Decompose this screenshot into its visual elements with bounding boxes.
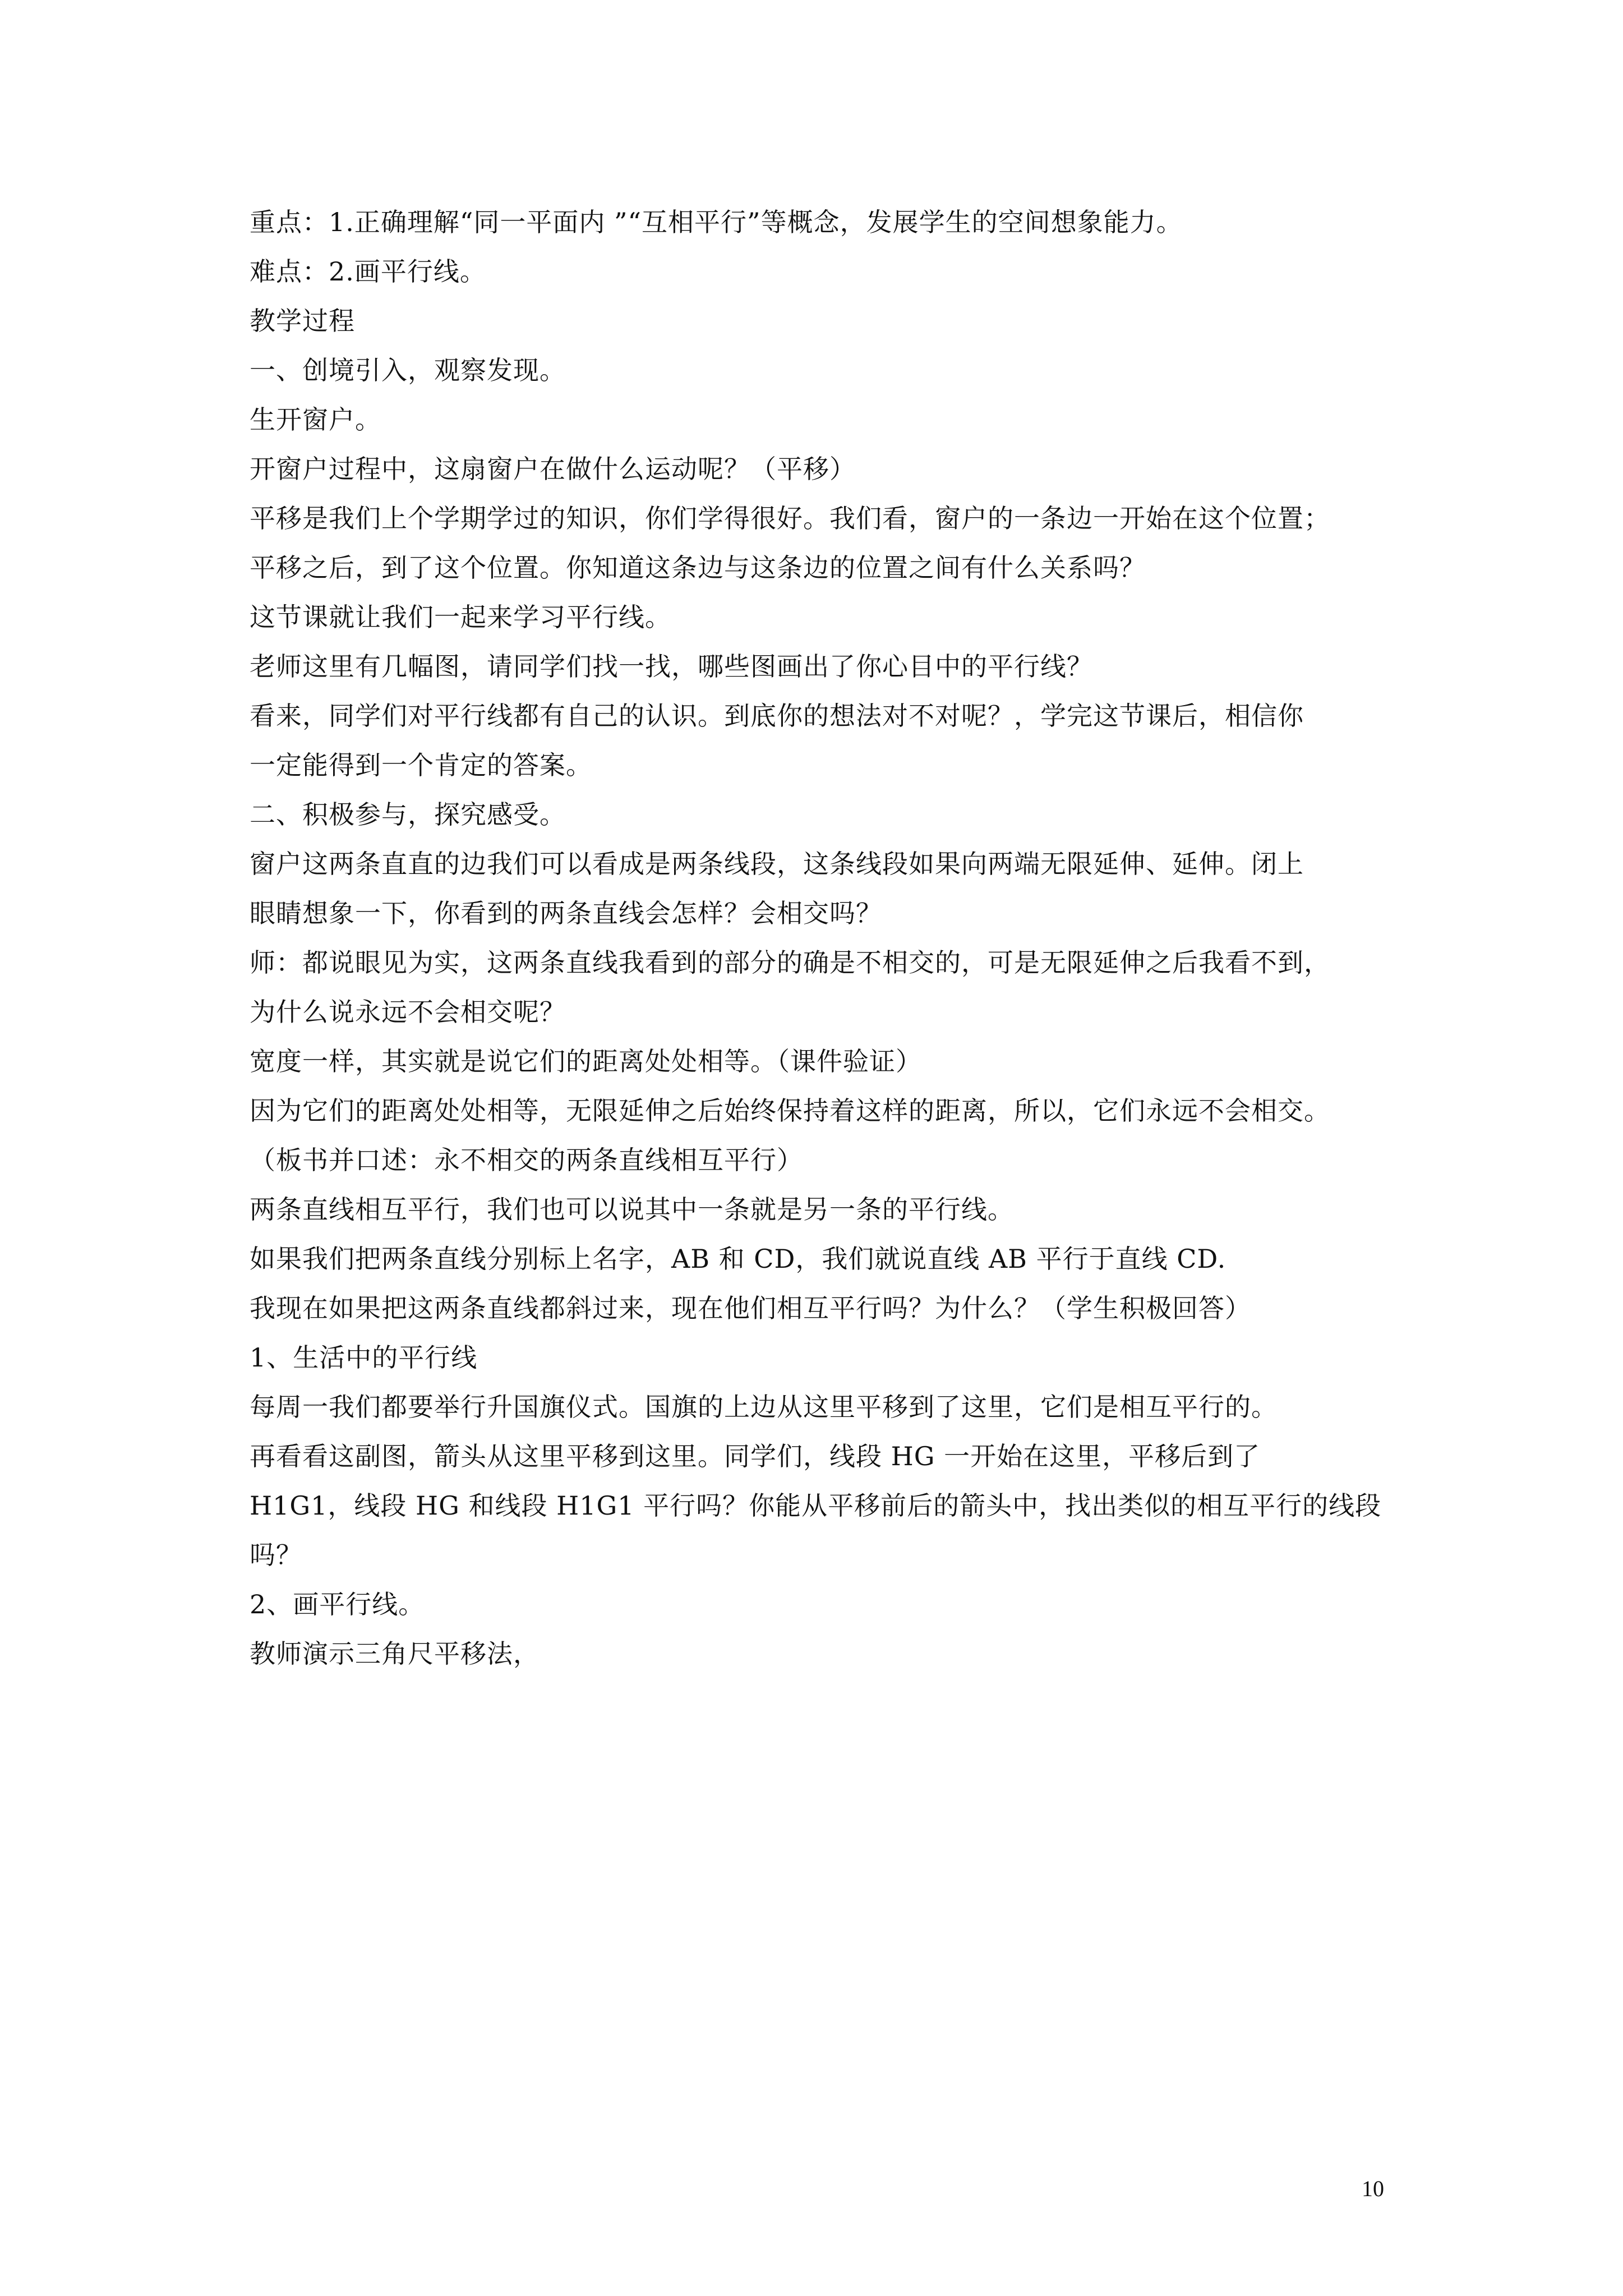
text-line: 为什么说永远不会相交呢？: [250, 997, 566, 1027]
text-line: 平移之后，到了这个位置。你知道这条边与这条边的位置之间有什么关系吗？: [250, 553, 1146, 583]
text-line: 平移是我们上个学期学过的知识，你们学得很好。我们看，窗户的一条边一开始在这个位置；: [250, 503, 1330, 533]
section-heading: 二、积极参与，探究感受。: [250, 799, 566, 830]
text-line: 师：都说眼见为实，这两条直线我看到的部分的确是不相交的，可是无限延伸之后我看不到，: [250, 947, 1330, 978]
text-line: 看来，同学们对平行线都有自己的认识。到底你的想法对不对呢？，学完这节课后，相信你: [250, 701, 1304, 731]
text-line: 教师演示三角尺平移法，: [250, 1639, 540, 1669]
text-line: 因为它们的距离处处相等，无限延伸之后始终保持着这样的距离，所以，它们永远不会相交。: [250, 1096, 1330, 1126]
text-line: 这节课就让我们一起来学习平行线。: [250, 602, 671, 632]
text-line: 重点：1.正确理解“同一平面内 ”“互相平行”等概念，发展学生的空间想象能力。: [250, 207, 1183, 237]
text-line: 吗？: [250, 1540, 302, 1570]
text-line: 如果我们把两条直线分别标上名字，AB 和 CD，我们就说直线 AB 平行于直线 CD.: [250, 1244, 1227, 1274]
text-line: （板书并口述：永不相交的两条直线相互平行）: [250, 1145, 803, 1175]
section-heading: 一、创境引入，观察发现。: [250, 355, 566, 385]
text-line: 一定能得到一个肯定的答案。: [250, 750, 592, 780]
text-line: 两条直线相互平行，我们也可以说其中一条就是另一条的平行线。: [250, 1194, 1014, 1225]
text-line: 开窗户过程中，这扇窗户在做什么运动呢？（平移）: [250, 454, 856, 484]
text-line: 窗户这两条直直的边我们可以看成是两条线段，这条线段如果向两端无限延伸、延伸。闭上: [250, 849, 1304, 879]
text-line: 难点：2.画平行线。: [250, 256, 486, 287]
text-line: H1G1，线段 HG 和线段 H1G1 平行吗？你能从平移前后的箭头中，找出类似的相互平行的线段: [250, 1490, 1382, 1521]
text-line: 再看看这副图，箭头从这里平移到这里。同学们，线段 HG 一开始在这里，平移后到了: [250, 1441, 1261, 1471]
text-line: 眼睛想象一下，你看到的两条直线会怎样？会相交吗？: [250, 898, 882, 928]
text-line: 每周一我们都要举行升国旗仪式。国旗的上边从这里平移到了这里，它们是相互平行的。: [250, 1392, 1278, 1422]
document-body: [250, 206, 1388, 1687]
text-line: 老师这里有几幅图，请同学们找一找，哪些图画出了你心目中的平行线？: [250, 651, 1093, 682]
text-line: 生开窗户。: [250, 404, 381, 435]
text-line: 宽度一样，其实就是说它们的距离处处相等。（课件验证）: [250, 1046, 922, 1076]
subsection-heading: 2、画平行线。: [250, 1589, 425, 1619]
subsection-heading: 1、生活中的平行线: [250, 1342, 478, 1373]
page-number: 10: [1362, 2176, 1384, 2201]
text-line: 我现在如果把这两条直线都斜过来，现在他们相互平行吗？为什么？（学生积极回答）: [250, 1293, 1251, 1323]
section-heading: 教学过程: [250, 306, 355, 336]
